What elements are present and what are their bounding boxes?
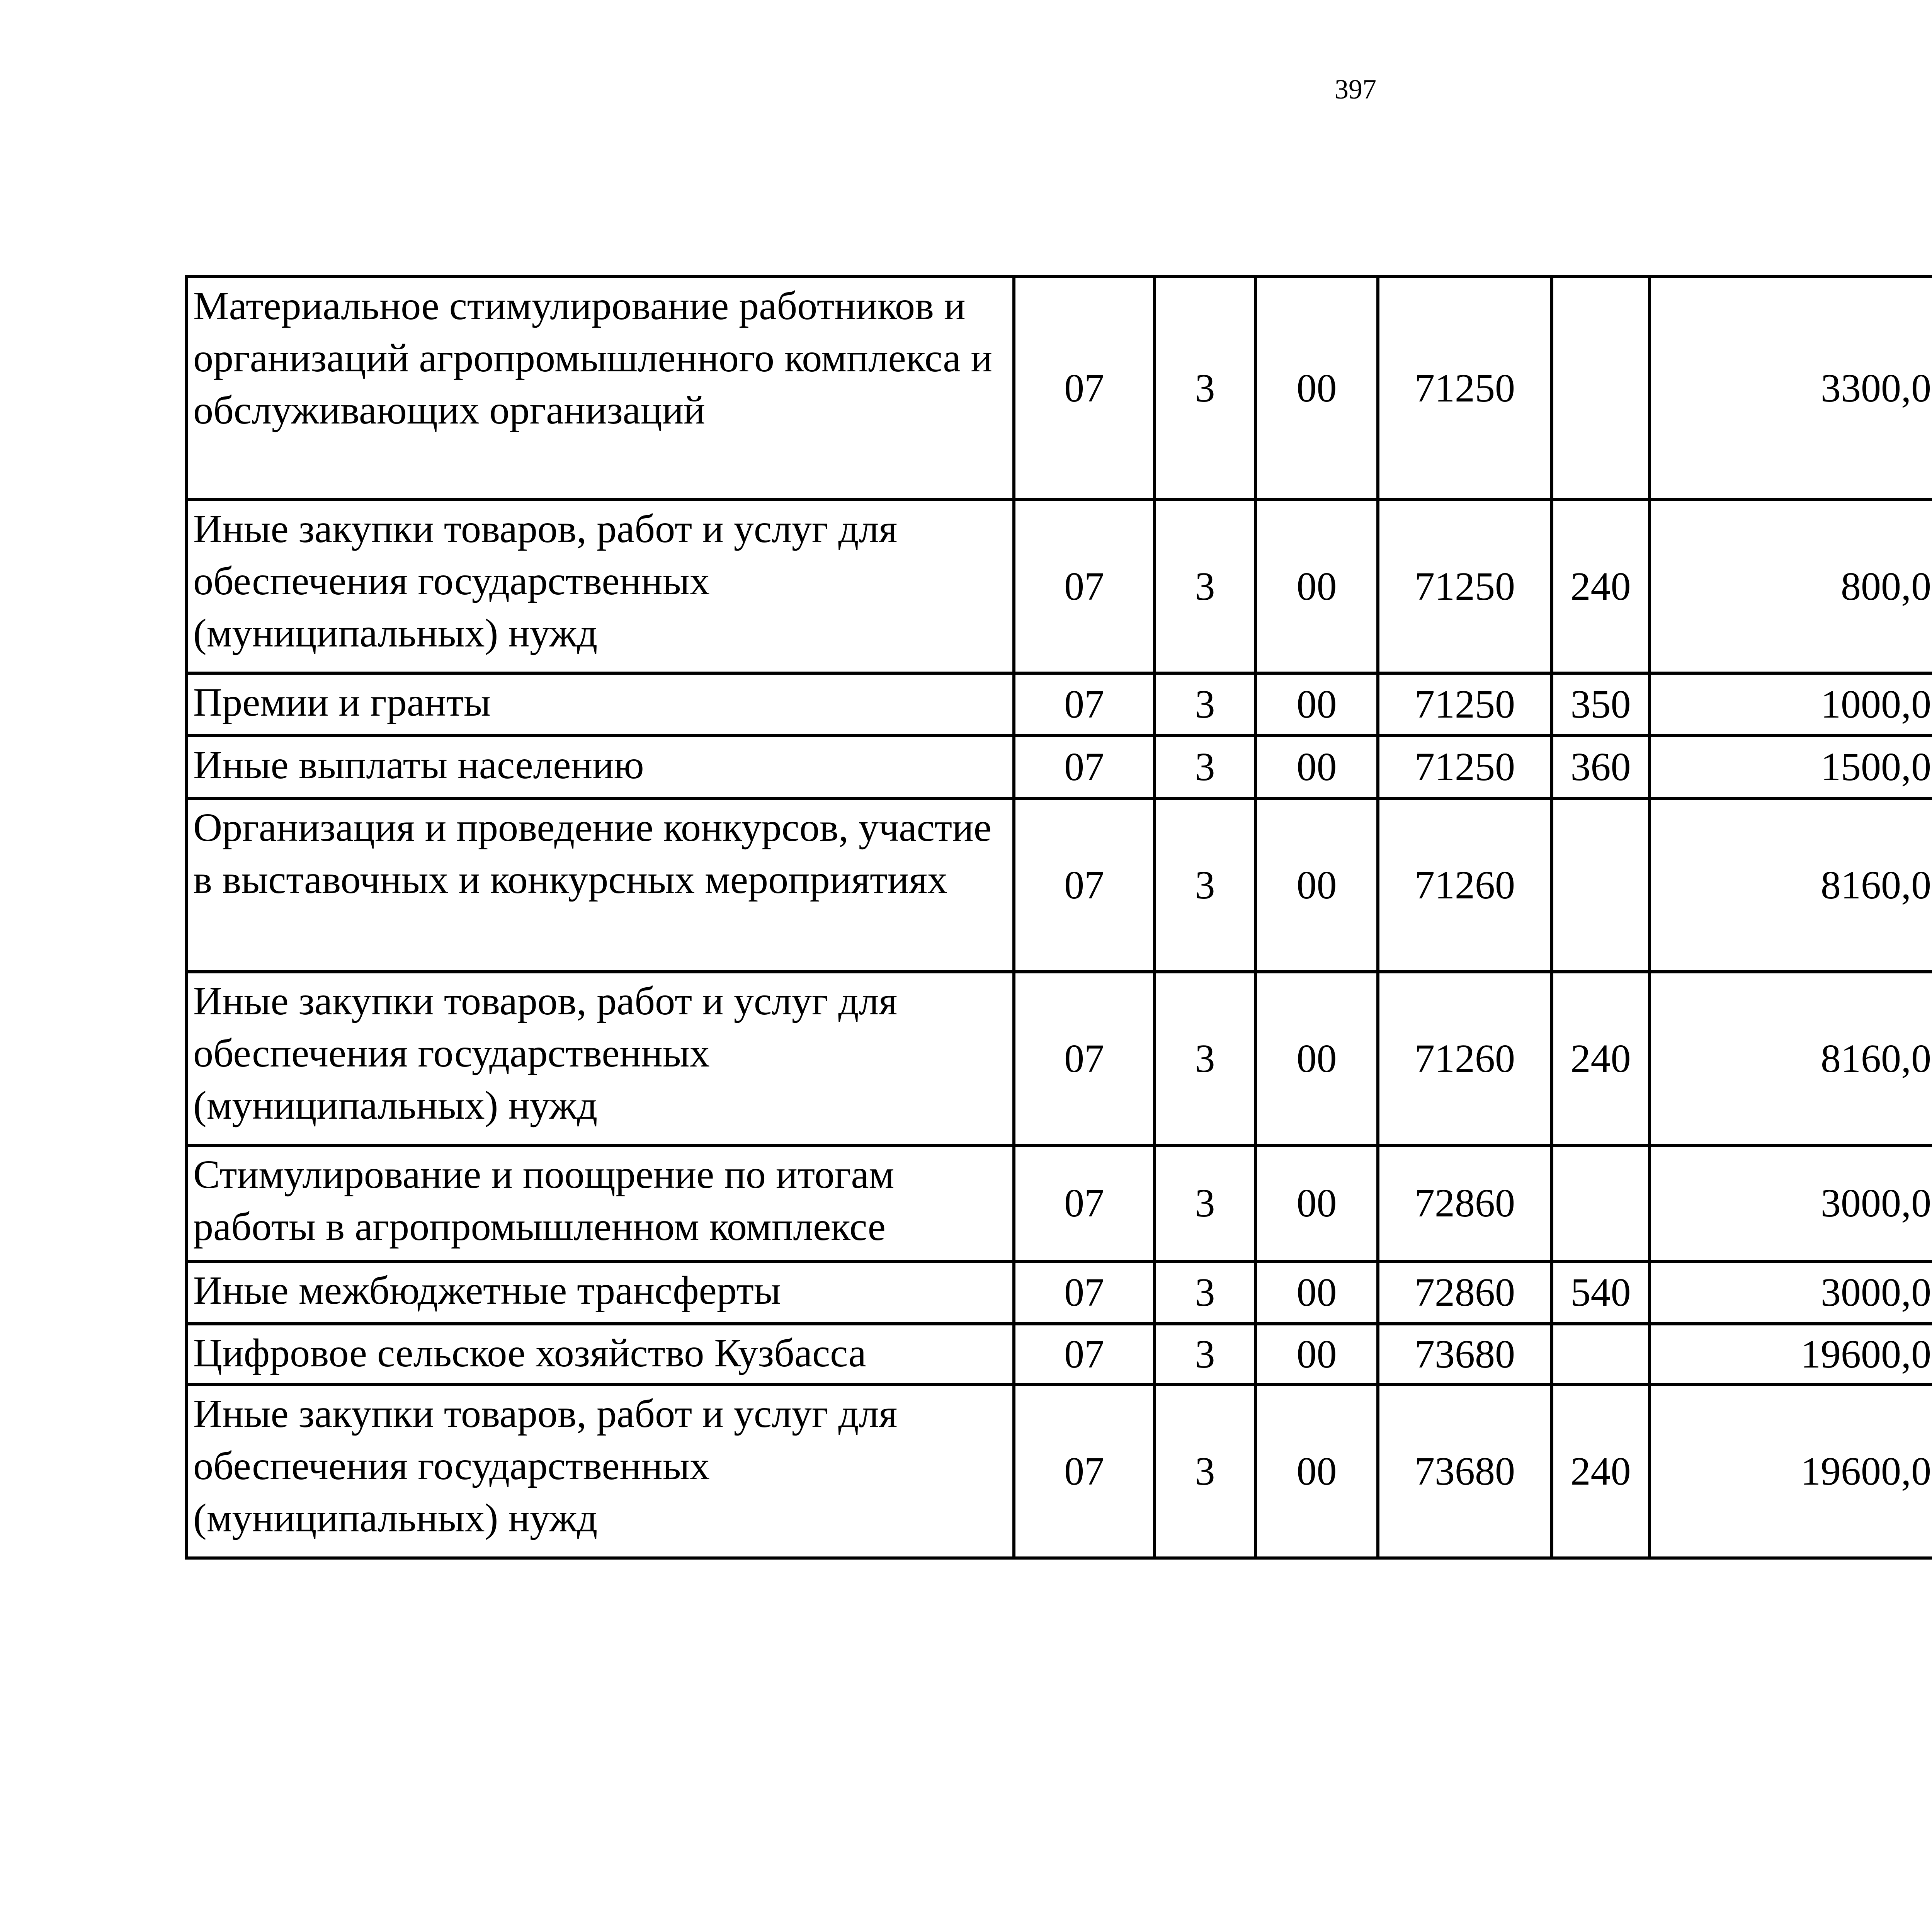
subprogram-code: 00: [1255, 673, 1378, 736]
expense-type-code: [1552, 798, 1650, 972]
direction-code: 71250: [1378, 673, 1552, 736]
table-row: [186, 1385, 1932, 1558]
row-name: Иные выплаты населению: [186, 736, 1014, 798]
row-name: Иные закупки товаров, работ и услуг для обеспечения государственных (муниципальных) нужд: [186, 972, 1014, 1145]
row-name: Иные закупки товаров, работ и услуг для обеспечения государственных (муниципальных) нужд: [186, 1385, 1014, 1558]
expense-type-code: 350: [1552, 673, 1650, 736]
table-row: [186, 736, 1932, 798]
section-code: 07: [1014, 1145, 1155, 1261]
amount-year-1: 3000,0: [1650, 1145, 1932, 1261]
amount-year-1: 3300,0: [1650, 277, 1932, 500]
amount-year-1: 19600,0: [1650, 1324, 1932, 1385]
amount-year-1: 8160,0: [1650, 972, 1932, 1145]
row-name: Цифровое сельское хозяйство Кузбасса: [186, 1324, 1014, 1385]
direction-code: 73680: [1378, 1324, 1552, 1385]
expense-type-code: 240: [1552, 500, 1650, 673]
direction-code: 71250: [1378, 500, 1552, 673]
program-code: 3: [1155, 972, 1255, 1145]
row-name: Иные межбюджетные трансферты: [186, 1261, 1014, 1324]
subprogram-code: 00: [1255, 277, 1378, 500]
amount-year-1: 3000,0: [1650, 1261, 1932, 1324]
expense-type-code: [1552, 277, 1650, 500]
direction-code: 71250: [1378, 277, 1552, 500]
subprogram-code: 00: [1255, 1385, 1378, 1558]
section-code: 07: [1014, 1324, 1155, 1385]
row-name: Иные закупки товаров, работ и услуг для обеспечения государственных (муниципальных) нужд: [186, 500, 1014, 673]
program-code: 3: [1155, 277, 1255, 500]
section-code: 07: [1014, 798, 1155, 972]
section-code: 07: [1014, 277, 1155, 500]
program-code: 3: [1155, 673, 1255, 736]
direction-code: 73680: [1378, 1385, 1552, 1558]
expense-type-code: [1552, 1145, 1650, 1261]
row-name: Премии и гранты: [186, 673, 1014, 736]
row-name: Организация и проведение конкурсов, участие в выставочных и конкурсных мероприятиях: [186, 798, 1014, 972]
subprogram-code: 00: [1255, 972, 1378, 1145]
program-code: 3: [1155, 736, 1255, 798]
table-row: [186, 798, 1932, 972]
table-row: [186, 500, 1932, 673]
direction-code: 72860: [1378, 1145, 1552, 1261]
direction-code: 71260: [1378, 798, 1552, 972]
amount-year-1: 8160,0: [1650, 798, 1932, 972]
section-code: 07: [1014, 1261, 1155, 1324]
program-code: 3: [1155, 500, 1255, 673]
expense-type-code: 360: [1552, 736, 1650, 798]
section-code: 07: [1014, 500, 1155, 673]
table-row: [186, 1324, 1932, 1385]
expense-type-code: 240: [1552, 1385, 1650, 1558]
table-row: [186, 277, 1932, 500]
amount-year-1: 1000,0: [1650, 673, 1932, 736]
subprogram-code: 00: [1255, 736, 1378, 798]
subprogram-code: 00: [1255, 798, 1378, 972]
expense-type-code: 240: [1552, 972, 1650, 1145]
expense-type-code: 540: [1552, 1261, 1650, 1324]
program-code: 3: [1155, 798, 1255, 972]
direction-code: 71260: [1378, 972, 1552, 1145]
amount-year-1: 19600,0: [1650, 1385, 1932, 1558]
row-name: Стимулирование и поощрение по итогам работы в агропромышленном комплексе: [186, 1145, 1014, 1261]
section-code: 07: [1014, 673, 1155, 736]
budget-table: [185, 275, 1932, 1560]
subprogram-code: 00: [1255, 1145, 1378, 1261]
section-code: 07: [1014, 1385, 1155, 1558]
program-code: 3: [1155, 1324, 1255, 1385]
amount-year-1: 800,0: [1650, 500, 1932, 673]
row-name: Материальное стимулирование работников и организаций агропромышленного комплекса и обслуживающих организаций: [186, 277, 1014, 500]
table-row: [186, 1261, 1932, 1324]
subprogram-code: 00: [1255, 500, 1378, 673]
table-row: [186, 673, 1932, 736]
direction-code: 72860: [1378, 1261, 1552, 1324]
program-code: 3: [1155, 1261, 1255, 1324]
direction-code: 71250: [1378, 736, 1552, 798]
expense-type-code: [1552, 1324, 1650, 1385]
subprogram-code: 00: [1255, 1261, 1378, 1324]
subprogram-code: 00: [1255, 1324, 1378, 1385]
page-number: 397: [1335, 74, 1376, 105]
amount-year-1: 1500,0: [1650, 736, 1932, 798]
table-row: [186, 1145, 1932, 1261]
program-code: 3: [1155, 1385, 1255, 1558]
table-row: [186, 972, 1932, 1145]
section-code: 07: [1014, 736, 1155, 798]
program-code: 3: [1155, 1145, 1255, 1261]
section-code: 07: [1014, 972, 1155, 1145]
